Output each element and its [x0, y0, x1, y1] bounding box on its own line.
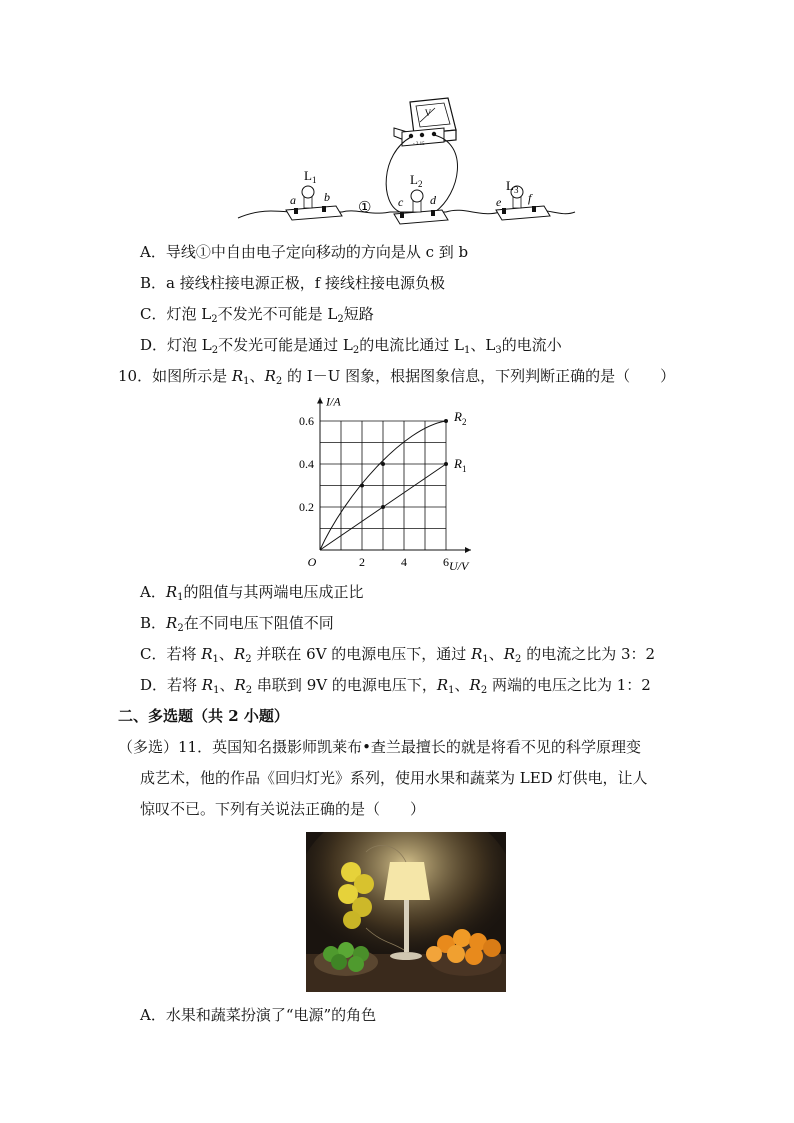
- subscript: 1: [482, 654, 489, 665]
- data-point-R2: [360, 484, 364, 488]
- option-text: 的电流小: [501, 336, 562, 354]
- lamp-L1-label: $L_1$: [304, 168, 317, 185]
- lamp-L3: [496, 178, 550, 220]
- q11-stem-line1: （多选）11．英国知名摄影师凯莱布•查兰最擅长的就是将看不见的科学原理变: [118, 738, 641, 756]
- q9-option-d[interactable]: [140, 335, 562, 361]
- fruit-lamp-illustration: [306, 832, 506, 992]
- option-text: 、: [219, 676, 235, 694]
- subscript: 1: [463, 345, 471, 356]
- var-R: R: [503, 645, 516, 663]
- voltmeter: [394, 98, 456, 147]
- option-text: D．若将: [140, 676, 202, 694]
- question-text: 的 I－U 图象，根据图象信息，下列判断正确的是（ ）: [282, 367, 676, 385]
- fruit-lamp-photo: [306, 832, 506, 992]
- var-R: R: [264, 367, 276, 385]
- q9-option-c[interactable]: [140, 304, 374, 330]
- option-text: C．若将: [140, 645, 202, 663]
- section-title: 二、多选题（共 2 小题）: [118, 707, 289, 725]
- origin-label: O: [307, 555, 317, 569]
- y-axis-label: I/A: [326, 394, 341, 409]
- data-point-R2: [381, 462, 385, 466]
- subscript: 2: [211, 345, 219, 356]
- subscript: 1: [177, 592, 184, 603]
- voltmeter-symbol: V: [424, 108, 432, 118]
- subscript: 2: [245, 685, 253, 696]
- var-R: R: [201, 676, 214, 694]
- option-text: 的阻值与其两端电压成正比: [183, 583, 364, 601]
- x-axis-arrow: [465, 547, 471, 553]
- option-text: 在不同电压下阻值不同: [183, 614, 334, 632]
- subscript: 2: [245, 654, 252, 665]
- x-axis-label: U/V: [449, 559, 469, 573]
- lamp-L2-label: $L_2$: [410, 172, 423, 189]
- option-text: 、L: [470, 336, 496, 354]
- subscript: 2: [515, 654, 522, 665]
- subscript: 2: [352, 345, 360, 356]
- y-axis-arrow: [317, 398, 323, 404]
- terminal-c: c: [398, 195, 404, 209]
- terminal-d: d: [430, 193, 436, 207]
- option-text: 、: [488, 645, 504, 663]
- q9-option-b[interactable]: B．a 接线柱接电源正极，f 接线柱接电源负极: [140, 274, 446, 292]
- subscript: 3: [495, 345, 502, 356]
- option-text: 、: [454, 676, 470, 694]
- var-R: R: [234, 676, 246, 694]
- q11-stem-line2: 成艺术，他的作品《回归灯光》系列，使用水果和蔬菜为 LED 灯供电，让人: [140, 769, 648, 787]
- option-text: 、: [218, 645, 234, 663]
- option-text: 串联到 9V 的电源电压下，: [252, 676, 437, 694]
- var-R: R: [231, 367, 244, 385]
- question-text: 如图所示是: [152, 367, 232, 385]
- var-R: R: [469, 676, 481, 694]
- terminal-f: f: [528, 191, 532, 205]
- option-text: 不发光可能是通过 L: [218, 336, 353, 354]
- series-label-R1: $R_1$: [454, 456, 467, 474]
- subscript: 1: [448, 685, 455, 696]
- iu-chart: [288, 394, 498, 574]
- var-R: R: [233, 645, 246, 663]
- var-R: R: [471, 645, 483, 663]
- subscript: 2: [337, 314, 344, 325]
- q10-option-c[interactable]: [140, 644, 655, 670]
- terminal-a: a: [290, 193, 296, 207]
- circuit-diagram: [230, 94, 580, 230]
- var-R: R: [165, 583, 178, 601]
- q11-stem-line3: 惊叹不已。下列有关说法正确的是（ ）: [140, 800, 426, 818]
- x-tick-label: 6: [443, 555, 449, 569]
- wire-1-label: ①: [358, 200, 372, 216]
- voltmeter-terminal-labels: - 3 15: [413, 142, 425, 147]
- lamp-L1: [286, 168, 342, 220]
- x-tick-label: 2: [359, 555, 365, 569]
- lamp-L3-label: $L_3$: [506, 178, 519, 195]
- option-text: 两端的电压之比为 1：2: [487, 676, 651, 694]
- q9-option-a[interactable]: A．导线①中自由电子定向移动的方向是从 c 到 b: [140, 243, 469, 261]
- option-text: B．: [140, 614, 167, 632]
- subscript: 2: [177, 623, 184, 634]
- option-text: C．灯泡 L: [140, 305, 212, 323]
- var-R: R: [166, 614, 178, 632]
- data-point-R1: [444, 462, 448, 466]
- terminal-b: b: [324, 190, 330, 204]
- q10-option-d[interactable]: [140, 675, 651, 701]
- question-number: 10．: [118, 367, 153, 385]
- subscript: 1: [243, 376, 250, 387]
- subscript: 2: [211, 314, 218, 325]
- subscript: 1: [212, 654, 219, 665]
- y-tick-label: 0.4: [299, 457, 314, 471]
- x-tick-label: 4: [401, 555, 407, 569]
- var-R: R: [201, 645, 213, 663]
- option-text: A．: [140, 583, 166, 601]
- y-tick-label: 0.6: [299, 414, 314, 428]
- subscript: 2: [275, 376, 283, 387]
- data-point-R1: [381, 505, 385, 509]
- q11-option-a[interactable]: A．水果和蔬菜扮演了“电源”的角色: [140, 1006, 377, 1024]
- option-text: 的电流之比为 3：2: [521, 645, 656, 663]
- data-point-R2: [444, 419, 448, 423]
- option-text: 不发光不可能是 L: [217, 305, 338, 323]
- series-label-R2: $R_2$: [454, 409, 467, 427]
- var-R: R: [436, 676, 449, 694]
- subscript: 1: [213, 685, 220, 696]
- option-text: 短路: [343, 305, 374, 323]
- y-tick-label: 0.2: [299, 500, 314, 514]
- subscript: 2: [480, 685, 488, 696]
- terminal-e: e: [496, 195, 502, 209]
- option-text: 并联在 6V 的电源电压下，通过: [251, 645, 472, 663]
- lamp-L2: [394, 172, 448, 224]
- option-text: D．灯泡 L: [140, 336, 212, 354]
- q10-option-b[interactable]: [140, 613, 334, 639]
- q10-option-a[interactable]: [140, 582, 364, 608]
- q10-stem: [118, 366, 675, 392]
- question-text: 、: [249, 367, 265, 385]
- option-text: 的电流比通过 L: [359, 336, 464, 354]
